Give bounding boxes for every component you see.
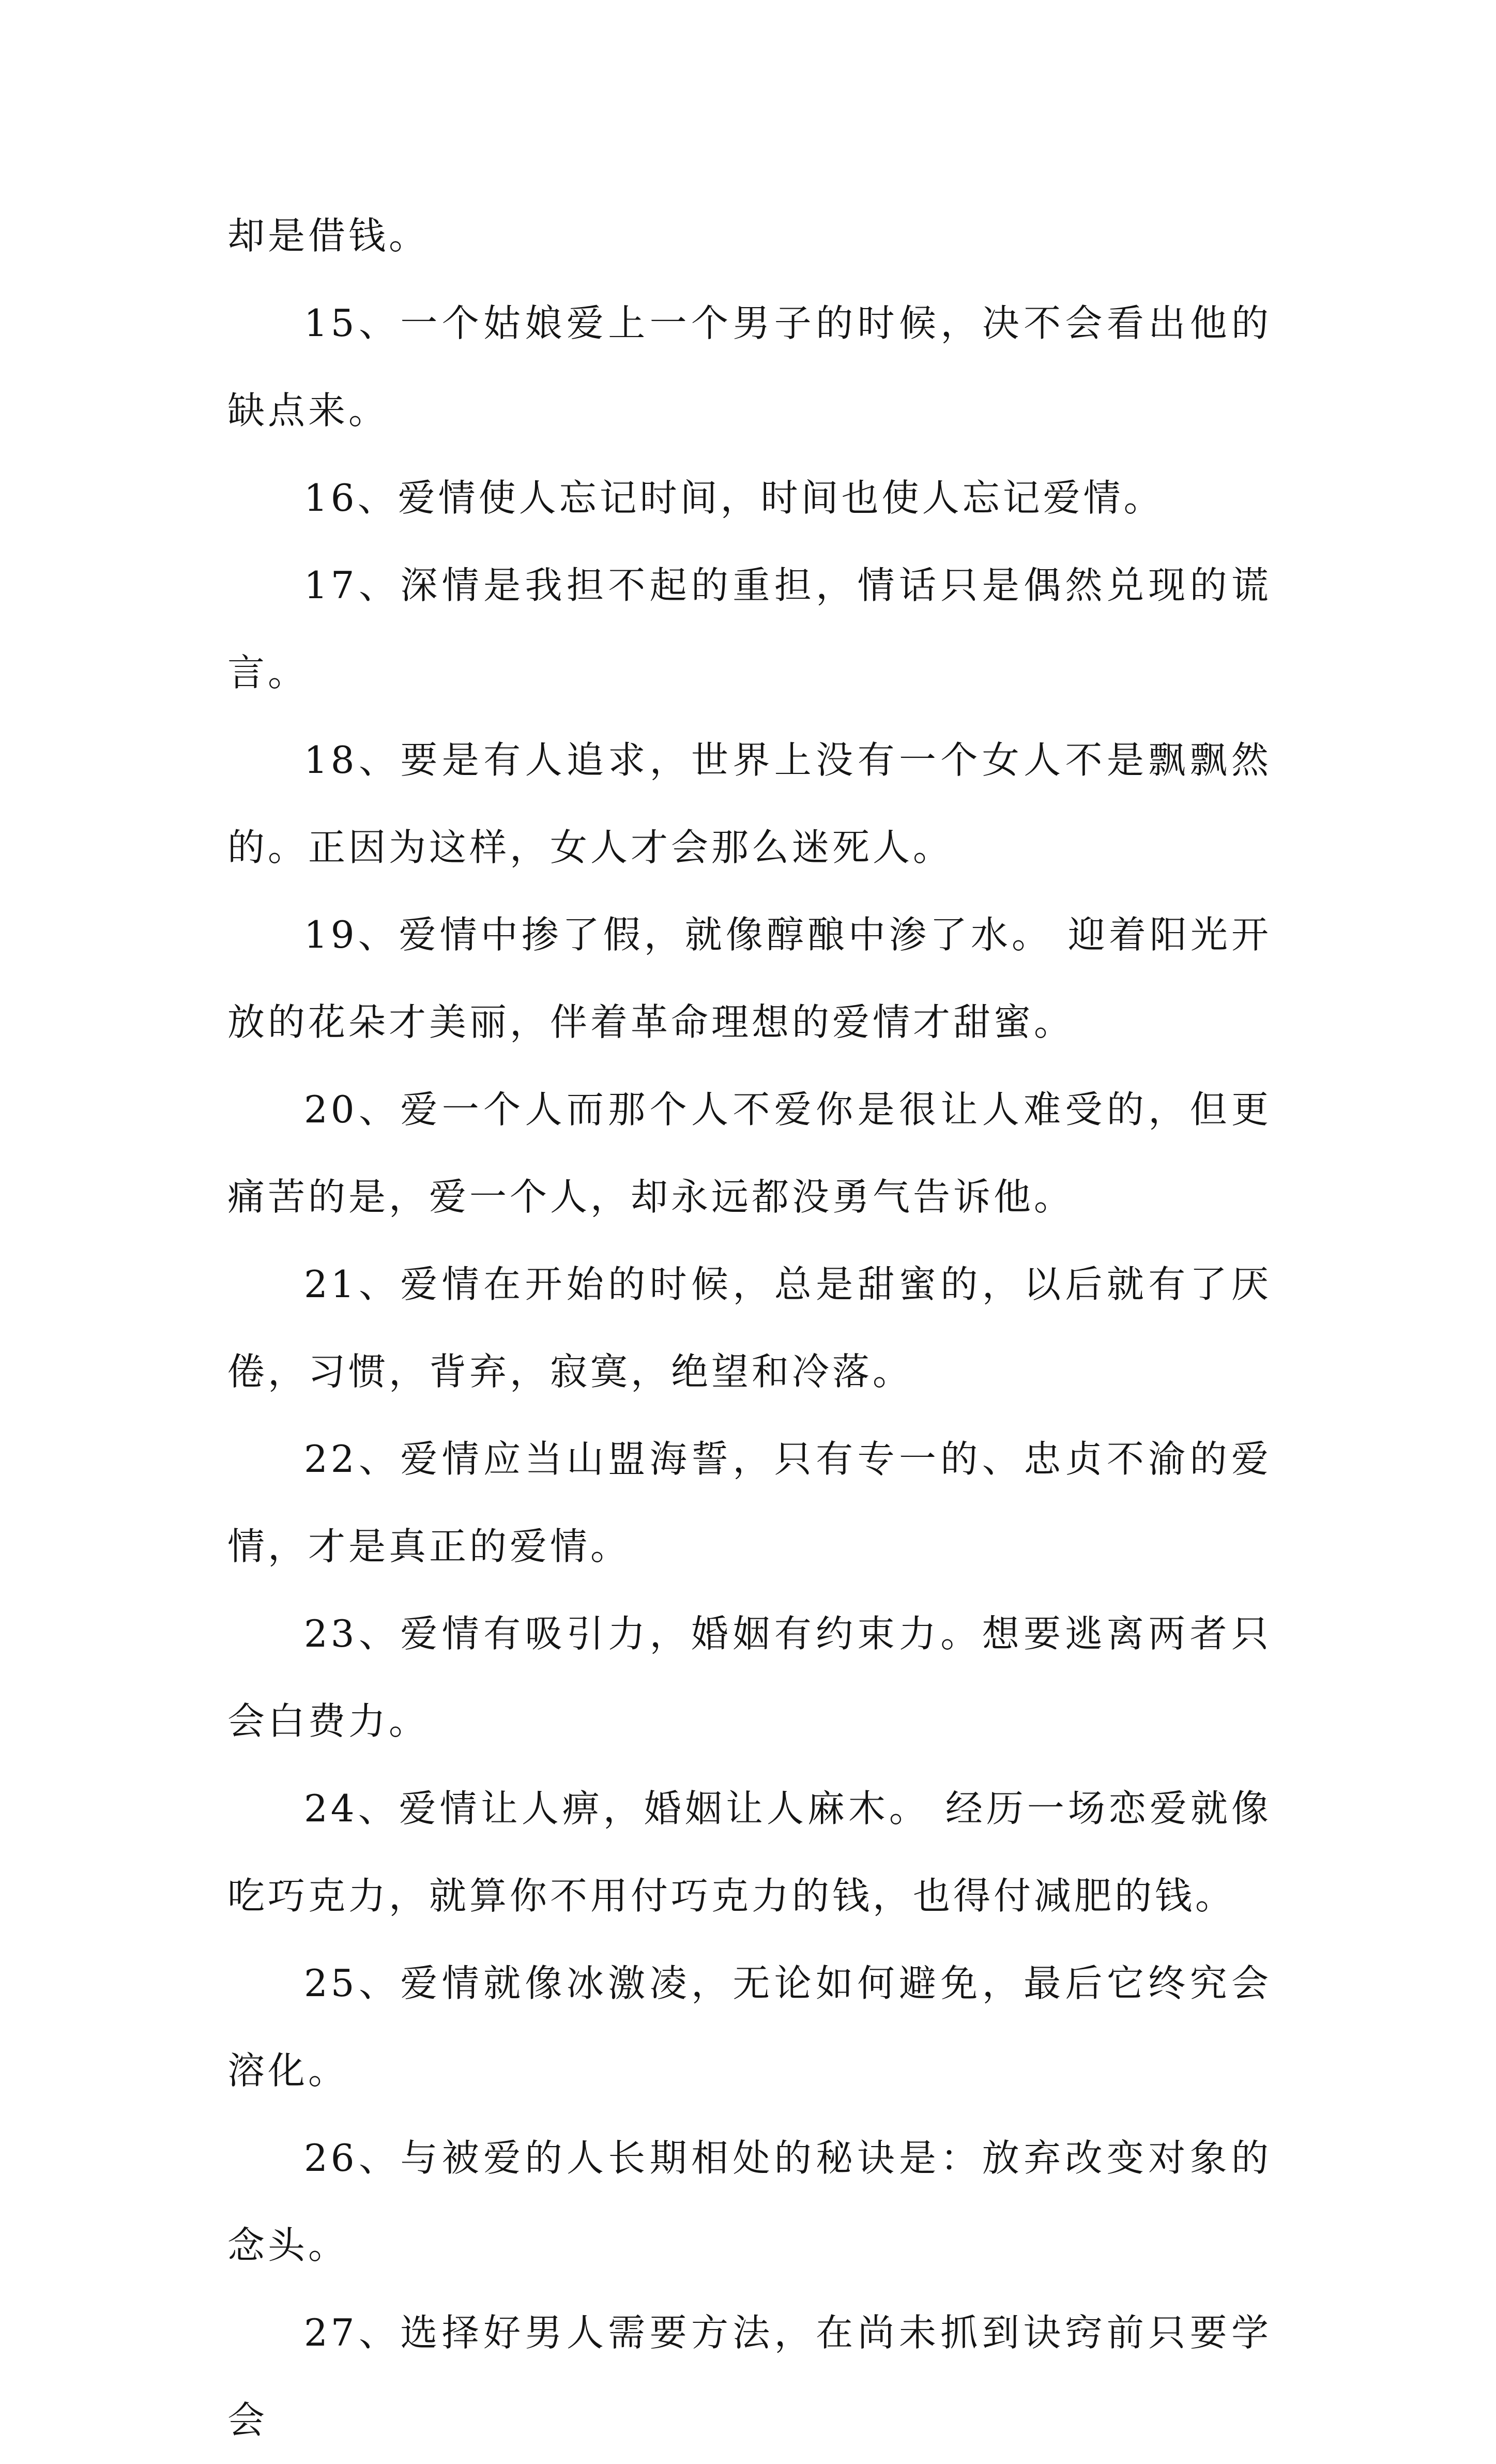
paragraph-26: 26、与被爱的人长期相处的秘诀是：放弃改变对象的念头。 [227,2136,1272,2267]
paragraph-18: 18、要是有人追求，世界上没有一个女人不是飘飘然的。正因为这样，女人才会那么迷死人。 [227,738,1272,869]
paragraph-27: 27、选择好男人需要方法，在尚未抓到诀窍前只要学会 [227,2311,1272,2442]
paragraph-21: 21、爱情在开始的时候，总是甜蜜的，以后就有了厌倦，习惯，背弃，寂寞，绝望和冷落。 [227,1263,1272,1393]
paragraph-23: 23、爱情有吸引力，婚姻有约束力。想要逃离两者只会白费力。 [227,1612,1272,1743]
paragraph-16: 16、爱情使人忘记时间，时间也使人忘记爱情。 [304,476,1164,520]
paragraph-17: 17、深情是我担不起的重担，情话只是偶然兑现的谎言。 [227,564,1272,694]
paragraph-25: 25、爱情就像冰激凌，无论如何避免，最后它终究会溶化。 [227,1961,1272,2092]
document-body [227,192,1272,2464]
paragraph-22: 22、爱情应当山盟海誓，只有专一的、忠贞不渝的爱情，才是真正的爱情。 [227,1437,1272,1568]
paragraph-19: 19、爱情中掺了假，就像醇酿中渗了水。 迎着阳光开放的花朵才美丽，伴着革命理想的爱情才甜蜜。 [227,913,1272,1044]
paragraph-24: 24、爱情让人痹，婚姻让人麻木。 经历一场恋爱就像吃巧克力，就算你不用付巧克力的钱，也得付减肥的钱。 [227,1787,1272,1918]
paragraph-20: 20、爱一个人而那个人不爱你是很让人难受的，但更痛苦的是，爱一个人，却永远都没勇气告诉他。 [227,1088,1272,1219]
paragraph-continuation: 却是借钱。 [227,214,430,257]
paragraph-15: 15、一个姑娘爱上一个男子的时候，决不会看出他的缺点来。 [227,301,1272,432]
